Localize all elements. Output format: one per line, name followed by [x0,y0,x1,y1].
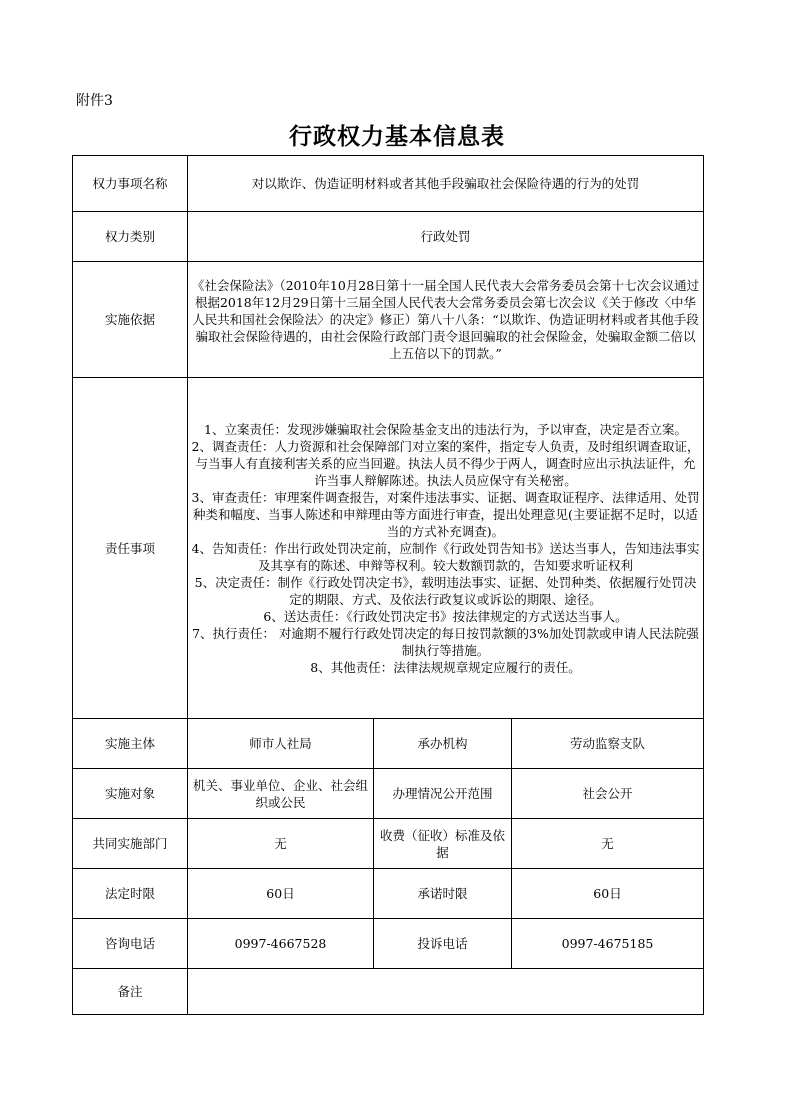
page-title: 行政权力基本信息表 [289,123,505,150]
row-subject [73,719,704,769]
disclosure-label: 办理情况公开范围 [374,769,512,819]
promised-limit-value: 60日 [512,869,704,919]
item-name-value: 对以欺诈、伪造证明材料或者其他手段骗取社会保险待遇的行为的处罚 [188,156,704,212]
fee-value: 无 [512,819,704,869]
row-joint [73,819,704,869]
target-value: 机关、事业单位、企业、社会组织或公民 [188,769,374,819]
category-value: 行政处罚 [188,212,704,262]
consult-phone-label: 咨询电话 [73,919,188,969]
responsibility-item: 3、审查责任：审理案件调查报告，对案件违法事实、证据、调查取证程序、法律适用、处罚种类和幅度、当事人陈述和申辩理由等方面进行审查，提出处理意见(主要证据不足时，以适当的方式补充调查)。 [191,489,700,539]
responsibility-label: 责任事项 [73,378,188,719]
joint-dept-value: 无 [188,819,374,869]
responsibility-item: 8、其他责任：法律法规规章规定应履行的责任。 [310,659,581,675]
responsibility-item: 4、告知责任：作出行政处罚决定前，应制作《行政处罚告知书》送达当事人，告知违法事实及其享有的陈述、申辩等权利。较大数额罚款的，告知要求听证权利 [191,540,700,573]
row-remarks [73,969,704,1015]
row-target [73,769,704,819]
responsibility-item: 1、立案责任：发现涉嫌骗取社会保险基金支出的违法行为，予以审查，决定是否立案。 [204,421,687,437]
complaint-phone-label: 投诉电话 [374,919,512,969]
item-name-label: 权力事项名称 [73,156,188,212]
basis-label: 实施依据 [73,262,188,378]
attachment-label: 附件3 [76,93,113,109]
responsibility-item: 2、调查责任：人力资源和社会保障部门对立案的案件，指定专人负责，及时组织调查取证，与当事人有直接利害关系的应当回避。执法人员不得少于两人，调查时应出示执法证件，允许当事人辩解陈述。执法人员应保守有关秘密。 [191,438,700,488]
promised-limit-label: 承诺时限 [374,869,512,919]
subject-value: 师市人社局 [188,719,374,769]
remarks-label: 备注 [73,969,188,1015]
remarks-value [188,969,704,1015]
subject-label: 实施主体 [73,719,188,769]
row-category [73,212,704,262]
joint-dept-label: 共同实施部门 [73,819,188,869]
responsibility-item: 6、送达责任：《行政处罚决定书》按法律规定的方式送达当事人。 [263,608,628,624]
row-contact [73,919,704,969]
agency-value: 劳动监察支队 [512,719,704,769]
row-basis [73,262,704,378]
fee-label: 收费（征收）标准及依据 [374,819,512,869]
basis-value: 《社会保险法》（2010年10月28日第十一届全国人民代表大会常务委员会第十七次会议通过 根据2018年12月29日第十三届全国人民代表大会常务委员会第七次会议《关于修改〈中华人民共和国社会保险法〉的决定》修正）第八十八条：“以欺诈、伪造证明材料或者其他手段骗取社会保险待遇的，由社会保险行政部门责令退回骗取的社会保险金，处骗取金额二倍以上五倍以下的罚款。” [188,262,704,378]
agency-label: 承办机构 [374,719,512,769]
complaint-phone-value: 0997-4675185 [512,919,704,969]
responsibility-item: 5、决定责任：制作《行政处罚决定书》，载明违法事实、证据、处罚种类、依据履行处罚决定的期限、方式、及依法行政复议或诉讼的期限、途径。 [194,574,697,607]
row-item-name [73,156,704,212]
target-label: 实施对象 [73,769,188,819]
row-responsibility [73,378,704,719]
info-table [72,155,712,1015]
row-time-limit [73,869,704,919]
responsibility-item: 7、执行责任： 对逾期不履行行政处罚决定的每日按罚款额的3%加处罚款或申请人民法院强制执行等措施。 [192,625,699,658]
disclosure-value: 社会公开 [512,769,704,819]
legal-limit-label: 法定时限 [73,869,188,919]
category-label: 权力类别 [73,212,188,262]
responsibility-list [188,378,704,719]
consult-phone-value: 0997-4667528 [188,919,374,969]
legal-limit-value: 60日 [188,869,374,919]
